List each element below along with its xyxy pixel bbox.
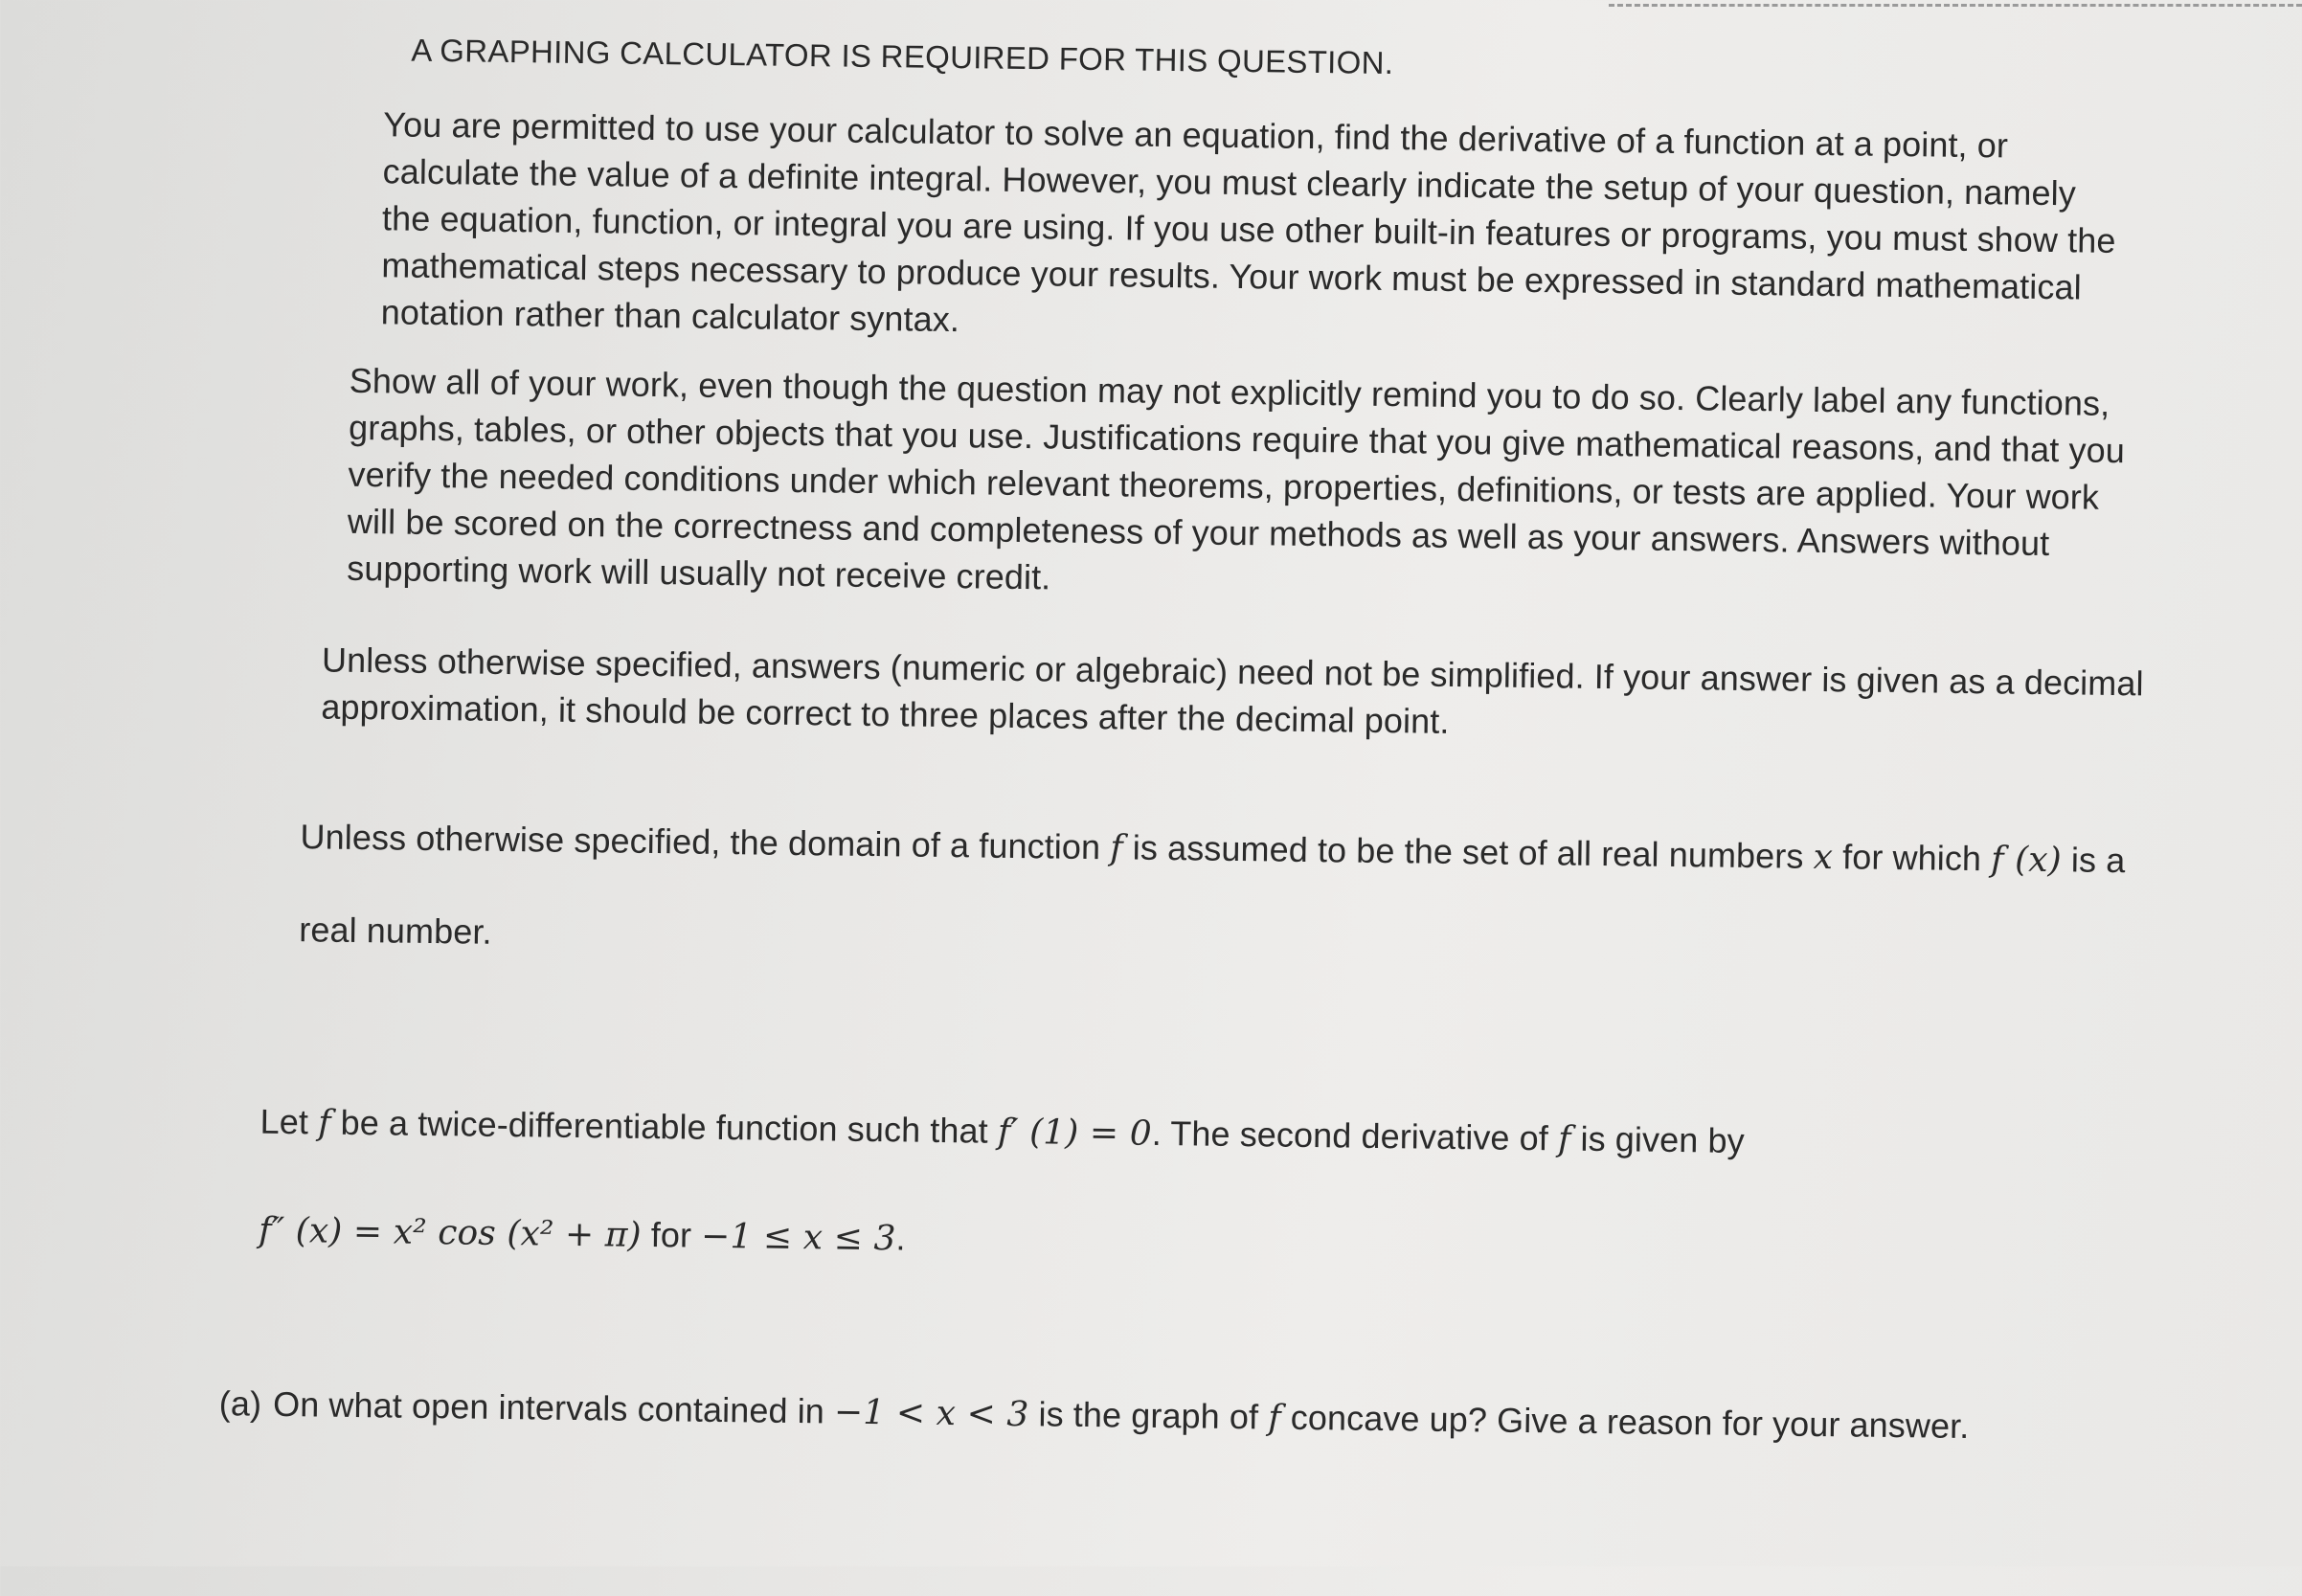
problem-statement bbox=[258, 1068, 2137, 1310]
simplification-paragraph: Unless otherwise specified, answers (numeric or algebraic) need not be simplified. If your answer is given as a decimal approximation, it should be correct to three places after the decimal point. bbox=[321, 640, 2144, 741]
problem-text-3: . The second derivative of bbox=[1151, 1113, 1559, 1158]
function-symbol: f bbox=[317, 1103, 331, 1143]
calculator-required-header: A GRAPHING CALCULATOR IS REQUIRED FOR THIS QUESTION. bbox=[411, 32, 1394, 81]
part-a-label: (a) bbox=[218, 1383, 262, 1424]
problem-text-1: Let bbox=[260, 1101, 319, 1142]
domain-paragraph bbox=[299, 791, 2139, 1000]
function-of-x: f (x) bbox=[1990, 840, 2063, 881]
function-symbol: f bbox=[1267, 1398, 1281, 1438]
domain-text-4: is a real number. bbox=[299, 840, 2126, 952]
variable-symbol: x bbox=[1813, 837, 1834, 878]
function-symbol: f bbox=[1557, 1119, 1571, 1159]
page-edge-rule bbox=[1609, 4, 2302, 7]
domain-text-2: is assumed to be the set of all real numbers bbox=[1122, 827, 1814, 876]
problem-text-2: be a twice-differentiable function such that bbox=[330, 1102, 999, 1151]
initial-condition: f′ (1) = 0 bbox=[997, 1112, 1153, 1154]
part-a-text-2: is the graph of bbox=[1028, 1394, 1269, 1437]
part-a-text-3: concave up? Give a reason for your answer. bbox=[1280, 1397, 1970, 1447]
part-a-text-1: On what open intervals contained in bbox=[272, 1383, 835, 1431]
open-interval: −1 < x < 3 bbox=[833, 1392, 1029, 1435]
domain-text-1: Unless otherwise specified, the domain of a function bbox=[300, 817, 1111, 867]
problem-text-4: is given by bbox=[1570, 1118, 1745, 1160]
domain-inequality: −1 ≤ x ≤ 3 bbox=[700, 1216, 896, 1259]
domain-text-3: for which bbox=[1832, 837, 1992, 879]
show-work-paragraph: Show all of your work, even though the question may not explicitly remind you to do so. Clearly label any functions, graphs, tables, or other objects that you use. Justifications require that you give mathematical reasons, and that you verify the needed conditions under which relevant theorems, properties, definitions, or tests are applied. Your work will be scored on the correctness and completeness of your methods as well as your answers. Answers without supporting work will usually not receive credit. bbox=[346, 360, 2126, 597]
problem-text-5: for bbox=[641, 1214, 702, 1255]
problem-text-6: . bbox=[895, 1218, 906, 1258]
calculator-use-paragraph: You are permitted to use your calculator to solve an equation, find the derivative of a function at a point, or calculate the value of a definite integral. However, you must clearly indicate the setup of your question, namely the equation, function, or integral you are using. If you use other built-in features or programs, you must show the mathematical steps necessary to produce your results. Your work must be expressed in standard mathematical notation rather than calculator syntax. bbox=[380, 104, 2116, 340]
part-a-question bbox=[218, 1372, 2182, 1462]
function-symbol: f bbox=[1110, 828, 1123, 868]
second-derivative-formula: f″ (x) = x² cos (x² + π) bbox=[258, 1210, 642, 1255]
